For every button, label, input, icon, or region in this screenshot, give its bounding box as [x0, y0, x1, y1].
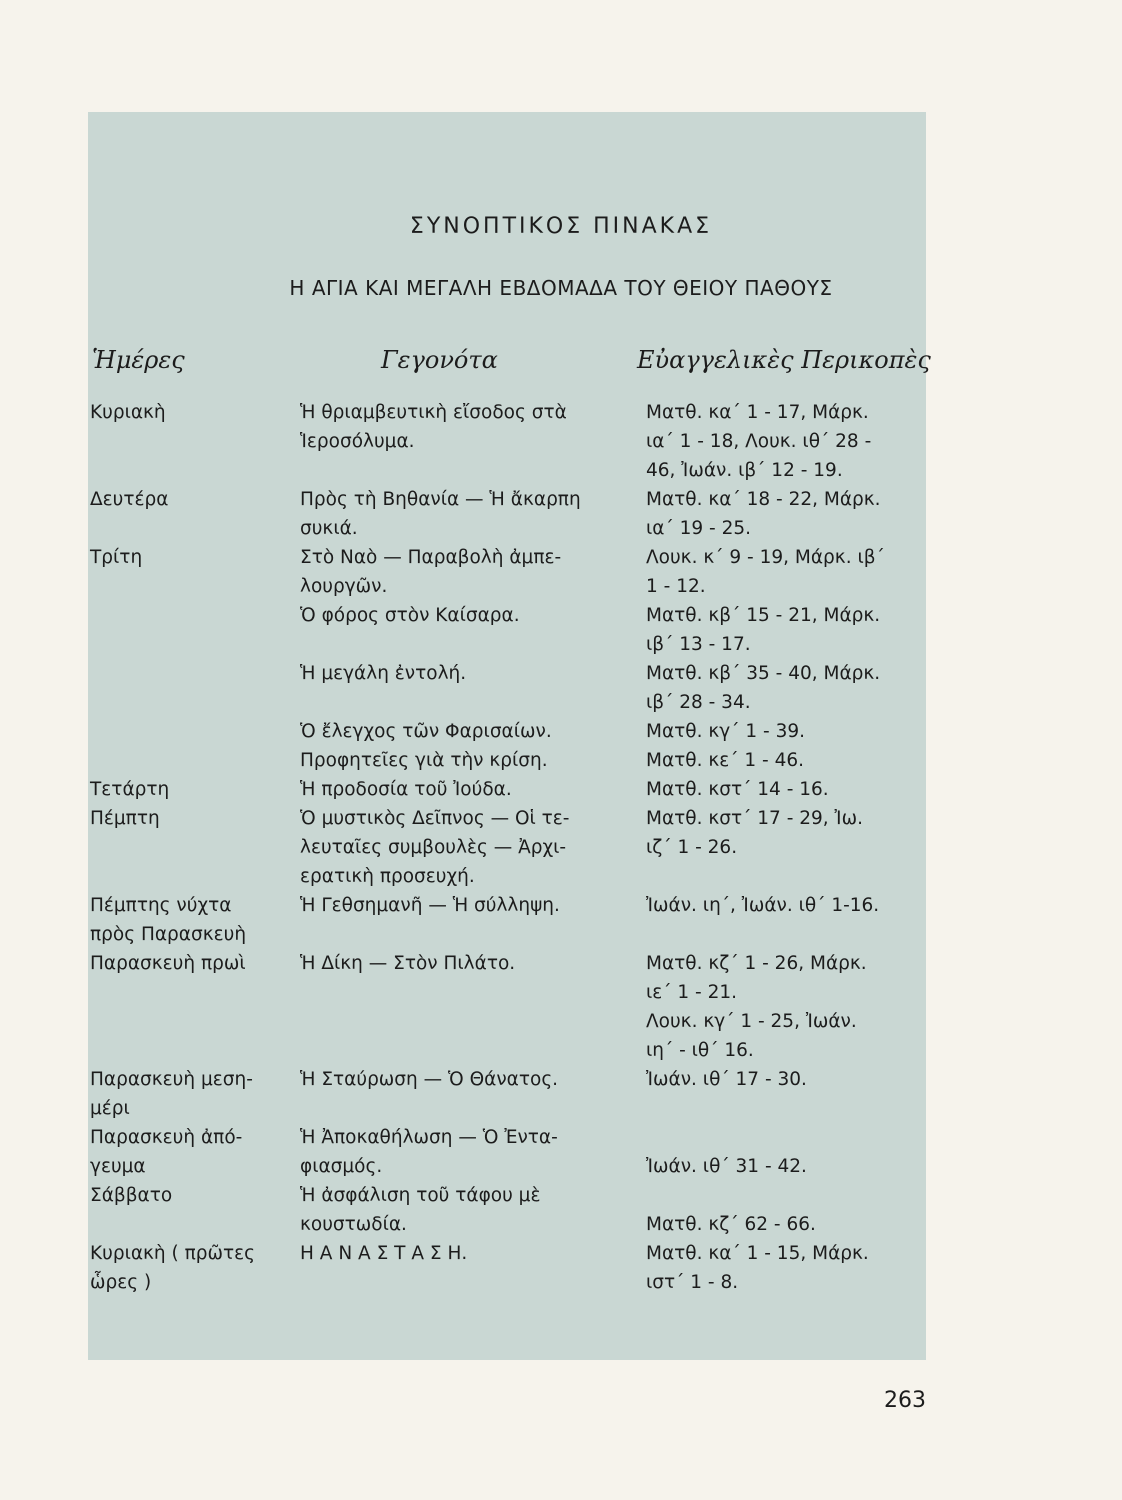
page-title: ΣΥΝΟΠΤΙΚΟΣ ΠΙΝΑΚΑΣ: [409, 214, 713, 239]
event-cell: [300, 717, 646, 746]
table-row: [90, 1123, 926, 1181]
gospel-cell-line: Λουκ. κ΄ 9 - 19, Μάρκ. ιβ΄: [646, 547, 885, 568]
gospel-cell-line: ιστ΄ 1 - 8.: [646, 1272, 739, 1293]
event-cell-line: Ἡ Ἀποκαθήλωση — Ὁ Ἐντα-: [300, 1127, 558, 1148]
day-cell: [90, 1123, 300, 1181]
table-row: [90, 659, 926, 717]
header-events: Γεγονότα: [381, 346, 498, 374]
gospel-cell: [646, 717, 926, 746]
gospel-cell: [646, 1123, 926, 1181]
event-cell: [300, 1181, 646, 1239]
gospel-cell: [646, 804, 926, 891]
gospel-cell-line: Ματθ. κστ΄ 17 - 29, Ἰω.: [646, 808, 863, 829]
event-cell: [300, 949, 646, 1065]
event-cell: [300, 804, 646, 891]
day-cell: [90, 485, 300, 543]
event-cell: [300, 1239, 646, 1297]
event-cell-line: Ἡ ἀσφάλιση τοῦ τάφου μὲ: [300, 1185, 541, 1206]
event-cell: [300, 543, 646, 601]
gospel-cell: [646, 746, 926, 775]
gospel-cell: [646, 601, 926, 659]
day-cell-line: [90, 659, 300, 688]
gospel-cell: [646, 1239, 926, 1297]
event-cell: [300, 398, 646, 485]
day-cell: [90, 746, 300, 775]
header-days: Ἡμέρες: [92, 346, 185, 374]
event-cell-line: Ἡ θριαμβευτικὴ εἴσοδος στὰ: [300, 402, 567, 423]
event-cell-line: Ἱεροσόλυμα.: [300, 431, 415, 452]
event-cell: [300, 659, 646, 717]
event-cell-line: Ἡ μεγάλη ἐντολή.: [300, 663, 467, 684]
day-cell: [90, 717, 300, 746]
gospel-cell: [646, 891, 926, 949]
gospel-cell-line: Ἰωάν. ιθ΄ 31 - 42.: [646, 1156, 807, 1177]
gospel-cell-line: Ματθ. κα΄ 1 - 15, Μάρκ.: [646, 1243, 869, 1264]
day-cell-line: [90, 746, 300, 775]
gospel-cell-line: ιβ΄ 28 - 34.: [646, 692, 751, 713]
gospel-cell-line: [646, 1181, 926, 1210]
day-cell: [90, 1239, 300, 1297]
table-row: [90, 398, 926, 485]
table-row: [90, 1065, 926, 1123]
event-cell-line: Στὸ Ναὸ — Παραβολὴ ἀμπε-: [300, 547, 562, 568]
event-cell-line: Ἡ Γεθσημανῆ — Ἡ σύλληψη.: [300, 895, 560, 916]
gospel-cell-line: ια΄ 1 - 18, Λουκ. ιθ΄ 28 -: [646, 431, 872, 452]
table-row: [90, 485, 926, 543]
event-cell-line: φιασμός.: [300, 1156, 383, 1177]
event-cell: [300, 1123, 646, 1181]
table-row: [90, 543, 926, 601]
event-cell-line: Ἡ προδοσία τοῦ Ἰούδα.: [300, 779, 512, 800]
gospel-cell-line: Ματθ. κβ΄ 35 - 40, Μάρκ.: [646, 663, 881, 684]
gospel-cell: [646, 775, 926, 804]
event-cell-line: Ἡ Σταύρωση — Ὁ Θάνατος.: [300, 1069, 559, 1090]
day-cell: [90, 949, 300, 1065]
event-cell-line: κουστωδία.: [300, 1214, 407, 1235]
day-cell: [90, 398, 300, 485]
day-cell-line: Παρασκευὴ πρωὶ: [90, 953, 246, 974]
gospel-cell-line: Ματθ. κστ΄ 14 - 16.: [646, 779, 829, 800]
gospel-cell-line: ιζ΄ 1 - 26.: [646, 837, 738, 858]
day-cell-line: μέρι: [90, 1098, 130, 1119]
table-row: [90, 746, 926, 775]
gospel-cell-line: Ματθ. κζ΄ 62 - 66.: [646, 1214, 816, 1235]
gospel-cell-line: Ματθ. κα΄ 18 - 22, Μάρκ.: [646, 489, 881, 510]
event-cell: [300, 1065, 646, 1123]
event-cell-line: λευταῖες συμβουλὲς — Ἀρχι-: [300, 837, 567, 858]
table-row: [90, 949, 926, 1065]
gospel-cell-line: 46, Ἰωάν. ιβ΄ 12 - 19.: [646, 460, 843, 481]
day-cell-line: Σάββατο: [90, 1185, 173, 1206]
event-cell-line: Ὁ μυστικὸς Δεῖπνος — Οἱ τε-: [300, 808, 570, 829]
day-cell-line: Παρασκευὴ μεση-: [90, 1069, 253, 1090]
gospel-cell: [646, 398, 926, 485]
day-cell: [90, 543, 300, 601]
gospel-cell-line: Ἰωάν. ιθ΄ 17 - 30.: [646, 1069, 807, 1090]
event-cell-line: Προφητεῖες γιὰ τὴν κρίση.: [300, 750, 548, 771]
event-cell: [300, 775, 646, 804]
day-cell: [90, 1065, 300, 1123]
gospel-cell-line: Ματθ. κα΄ 1 - 17, Μάρκ.: [646, 402, 869, 423]
day-cell-line: ὧρες ): [90, 1272, 152, 1293]
event-cell: [300, 601, 646, 659]
gospel-cell-line: Ματθ. κζ΄ 1 - 26, Μάρκ.: [646, 953, 867, 974]
event-cell: [300, 485, 646, 543]
table-row: [90, 1239, 926, 1297]
day-cell-line: Κυριακὴ: [90, 402, 166, 423]
day-cell: [90, 601, 300, 659]
gospel-cell-line: ιε΄ 1 - 21.: [646, 982, 738, 1003]
day-cell-line: γευμα: [90, 1156, 146, 1177]
gospel-cell: [646, 1181, 926, 1239]
event-cell-line: Η Α Ν Α Σ Τ Α Σ Η.: [300, 1243, 468, 1264]
gospel-cell-line: ια΄ 19 - 25.: [646, 518, 751, 539]
gospel-cell-line: Λουκ. κγ΄ 1 - 25, Ἰωάν.: [646, 1011, 857, 1032]
event-cell-line: λουργῶν.: [300, 576, 388, 597]
event-cell-line: Ὁ ἔλεγχος τῶν Φαρισαίων.: [300, 721, 552, 742]
gospel-cell-line: Ἰωάν. ιη΄, Ἰωάν. ιθ΄ 1-16.: [646, 895, 880, 916]
day-cell: [90, 775, 300, 804]
table-row: [90, 804, 926, 891]
gospel-cell-line: 1 - 12.: [646, 576, 706, 597]
gospel-cell: [646, 659, 926, 717]
page-subtitle: Η ΑΓΙΑ ΚΑΙ ΜΕΓΑΛΗ ΕΒΔΟΜΑΔΑ ΤΟΥ ΘΕΙΟΥ ΠΑΘΟΥΣ: [289, 276, 833, 300]
gospel-cell-line: Ματθ. κε΄ 1 - 46.: [646, 750, 805, 771]
event-cell-line: ερατικὴ προσευχή.: [300, 866, 475, 887]
gospel-cell-line: ιη΄ - ιθ΄ 16.: [646, 1040, 754, 1061]
day-cell-line: Τρίτη: [90, 547, 143, 568]
day-cell: [90, 804, 300, 891]
gospel-cell: [646, 543, 926, 601]
gospel-cell: [646, 485, 926, 543]
event-cell-line: Ἡ Δίκη — Στὸν Πιλάτο.: [300, 953, 516, 974]
day-cell-line: Κυριακὴ ( πρῶτες: [90, 1243, 256, 1264]
gospel-cell-line: [646, 1123, 926, 1152]
day-cell-line: [90, 601, 300, 630]
event-cell: [300, 891, 646, 949]
day-cell-line: Παρασκευὴ ἀπό-: [90, 1127, 243, 1148]
day-cell-line: [90, 717, 300, 746]
day-cell-line: Πέμπτη: [90, 808, 160, 829]
synopsis-table: [90, 398, 926, 1297]
event-cell: [300, 746, 646, 775]
table-row: [90, 891, 926, 949]
header-gospels: Εὐαγγελικὲς Περικοπὲς: [637, 346, 931, 374]
event-cell-line: συκιά.: [300, 518, 358, 539]
day-cell-line: Τετάρτη: [90, 779, 170, 800]
page-number: 263: [884, 1388, 926, 1413]
event-cell-line: Πρὸς τὴ Βηθανία — Ἡ ἄκαρπη: [300, 489, 581, 510]
gospel-cell: [646, 1065, 926, 1123]
gospel-cell-line: ιβ΄ 13 - 17.: [646, 634, 751, 655]
table-row: [90, 775, 926, 804]
day-cell: [90, 891, 300, 949]
gospel-cell-line: Ματθ. κγ΄ 1 - 39.: [646, 721, 805, 742]
table-row: [90, 1181, 926, 1239]
table-row: [90, 601, 926, 659]
day-cell-line: Πέμπτης νύχτα: [90, 895, 232, 916]
gospel-cell: [646, 949, 926, 1065]
day-cell-line: Δευτέρα: [90, 489, 169, 510]
event-cell-line: Ὁ φόρος στὸν Καίσαρα.: [300, 605, 520, 626]
day-cell: [90, 659, 300, 717]
table-row: [90, 717, 926, 746]
gospel-cell-line: Ματθ. κβ΄ 15 - 21, Μάρκ.: [646, 605, 881, 626]
day-cell-line: πρὸς Παρασκευὴ: [90, 924, 247, 945]
day-cell: [90, 1181, 300, 1239]
